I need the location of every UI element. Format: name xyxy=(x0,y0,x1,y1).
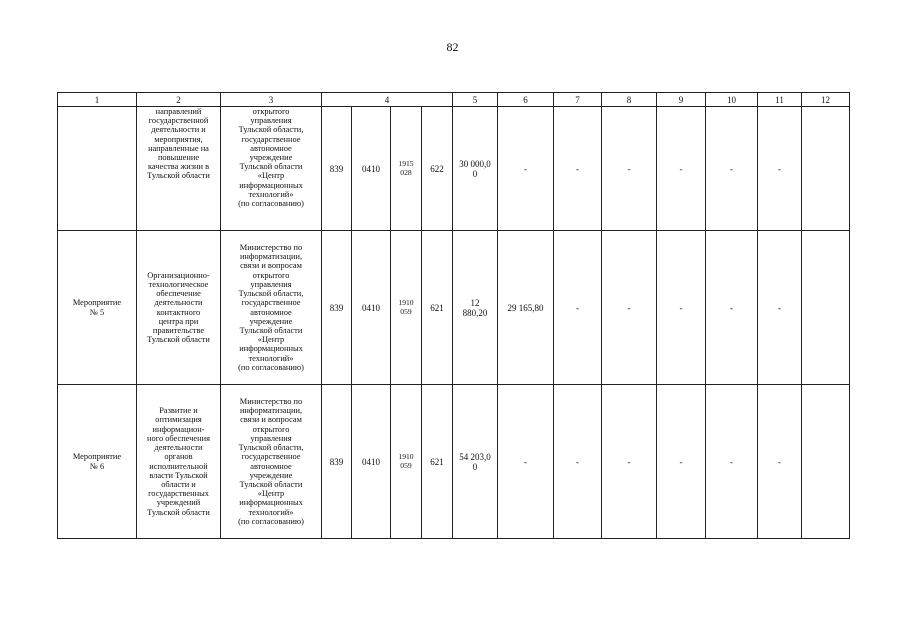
col11-cell: - xyxy=(758,231,802,385)
rzpr-cell: 0410 xyxy=(352,231,391,385)
budget-table xyxy=(57,92,850,539)
col12-cell xyxy=(802,385,850,539)
header-cell: 7 xyxy=(554,93,602,107)
rzpr-cell: 0410 xyxy=(352,385,391,539)
table-row xyxy=(58,385,850,539)
col11-cell: - xyxy=(758,385,802,539)
event-name-cell xyxy=(58,107,137,231)
header-cell: 11 xyxy=(758,93,802,107)
grbs-cell: 839 xyxy=(322,231,352,385)
csr-cell: 1910 059 xyxy=(391,231,422,385)
col6-cell: - xyxy=(498,107,554,231)
header-cell: 12 xyxy=(802,93,850,107)
col5-cell: 30 000,0 0 xyxy=(453,107,498,231)
col6-cell: 29 165,80 xyxy=(498,231,554,385)
vr-cell: 622 xyxy=(422,107,453,231)
col5-cell: 54 203,0 0 xyxy=(453,385,498,539)
col8-cell: - xyxy=(602,107,657,231)
col12-cell xyxy=(802,231,850,385)
executor-cell: Министерство по информатизации, связи и вопросам открытого управления Тульской области, государственное автономное учреждение Тульской области «Центр информационных технологий» (по согласованию) xyxy=(221,231,322,385)
col11-cell: - xyxy=(758,107,802,231)
col6-cell: - xyxy=(498,385,554,539)
col8-cell: - xyxy=(602,231,657,385)
header-cell: 5 xyxy=(453,93,498,107)
col7-cell: - xyxy=(554,107,602,231)
executor-cell: открытого управления Тульской области, государственное автономное учреждение Тульской области «Центр информационных технологий» (по согласованию) xyxy=(221,107,322,231)
col7-cell: - xyxy=(554,231,602,385)
col5-cell: 12 880,20 xyxy=(453,231,498,385)
grbs-cell: 839 xyxy=(322,107,352,231)
header-cell: 3 xyxy=(221,93,322,107)
csr-cell: 1915 028 xyxy=(391,107,422,231)
description-cell: направлений государственной деятельности и мероприятия, направленные на повышение качества жизни в Тульской области xyxy=(137,107,221,231)
header-cell: 10 xyxy=(706,93,758,107)
table-header-row xyxy=(58,93,850,107)
header-cell: 9 xyxy=(657,93,706,107)
col9-cell: - xyxy=(657,385,706,539)
header-cell: 8 xyxy=(602,93,657,107)
col7-cell: - xyxy=(554,385,602,539)
table-row xyxy=(58,107,850,231)
csr-cell: 1910 059 xyxy=(391,385,422,539)
grbs-cell: 839 xyxy=(322,385,352,539)
col8-cell: - xyxy=(602,385,657,539)
description-cell: Развитие и оптимизация информацион- ного обеспечения деятельности органов исполнительной власти Тульской области и государственных учреждений Тульской области xyxy=(137,385,221,539)
header-cell: 2 xyxy=(137,93,221,107)
col10-cell: - xyxy=(706,231,758,385)
table-row xyxy=(58,231,850,385)
col12-cell xyxy=(802,107,850,231)
rzpr-cell: 0410 xyxy=(352,107,391,231)
vr-cell: 621 xyxy=(422,385,453,539)
col9-cell: - xyxy=(657,231,706,385)
col9-cell: - xyxy=(657,107,706,231)
header-cell: 4 xyxy=(322,93,453,107)
col10-cell: - xyxy=(706,385,758,539)
description-cell: Организационно- технологическое обеспечение деятельности контактного центра при правительстве Тульской области xyxy=(137,231,221,385)
event-name-cell: Мероприятие № 6 xyxy=(58,385,137,539)
event-name-cell: Мероприятие № 5 xyxy=(58,231,137,385)
vr-cell: 621 xyxy=(422,231,453,385)
header-cell: 1 xyxy=(58,93,137,107)
executor-cell: Министерство по информатизации, связи и вопросам открытого управления Тульской области, государственное автономное учреждение Тульской области «Центр информационных технологий» (по согласованию) xyxy=(221,385,322,539)
page-number: 82 xyxy=(446,40,459,54)
header-cell: 6 xyxy=(498,93,554,107)
col10-cell: - xyxy=(706,107,758,231)
